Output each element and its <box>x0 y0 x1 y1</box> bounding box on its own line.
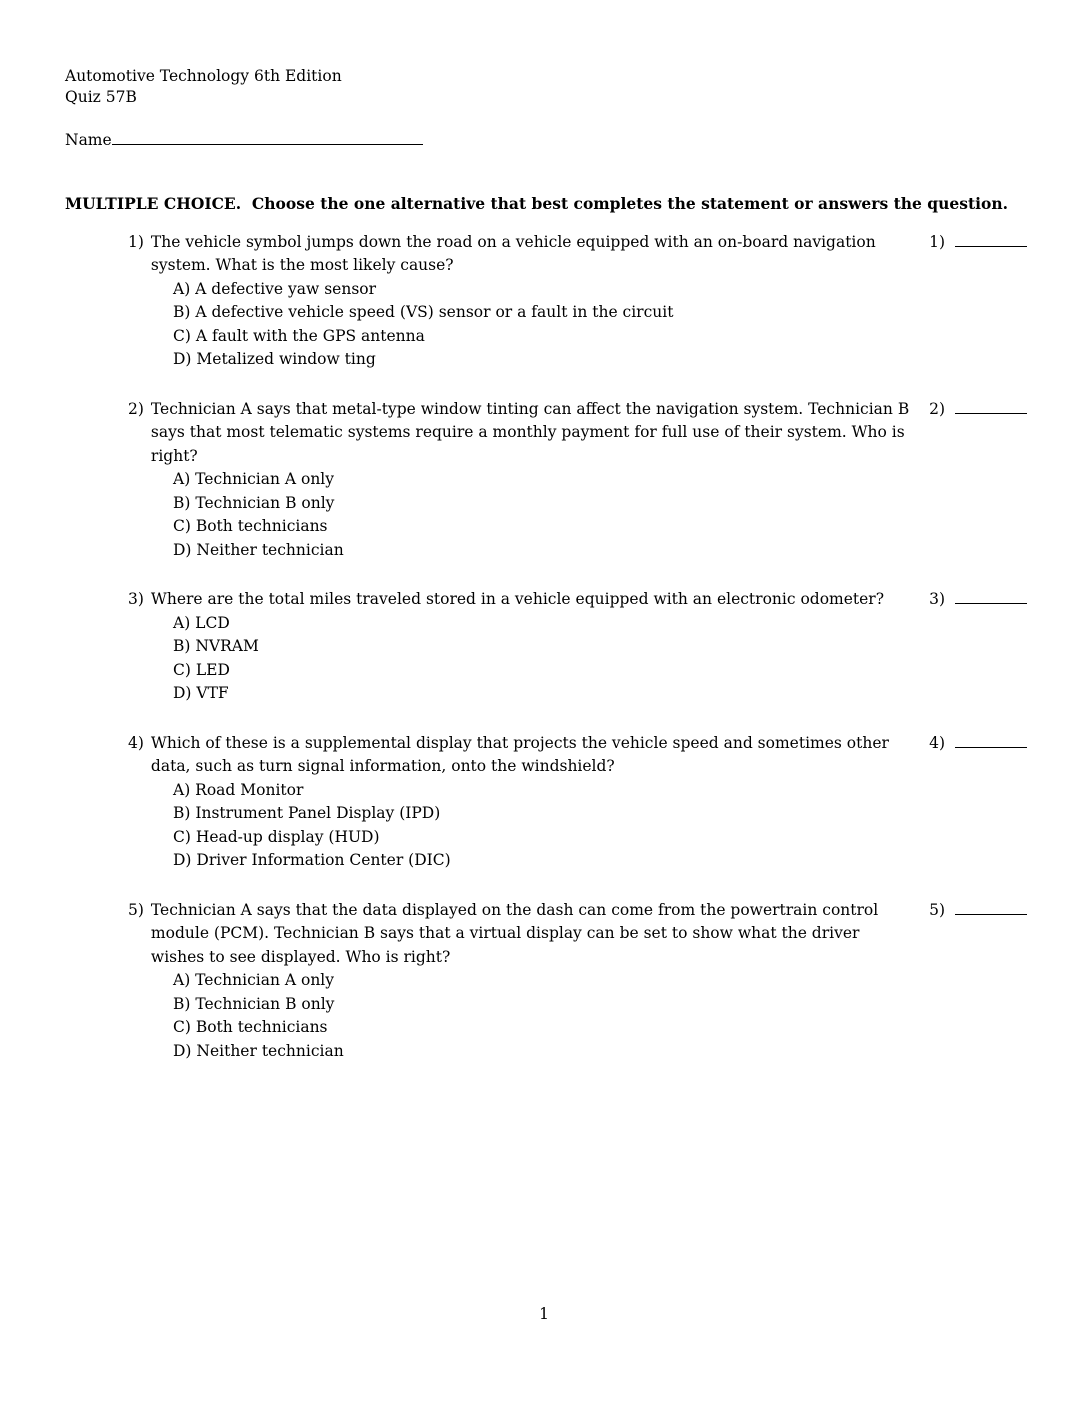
answer-blank-line <box>955 899 1027 915</box>
answer-area <box>929 398 1027 422</box>
document-subtitle: Quiz 57B <box>65 88 137 106</box>
answer-number: 3) <box>929 590 945 608</box>
choice-a: A) Road Monitor <box>173 780 304 799</box>
choice-a: A) LCD <box>173 613 230 632</box>
answer-blank-line <box>955 231 1027 247</box>
instructions-line: MULTIPLE CHOICE. Choose the one alternative that best completes the statement or answers the question. <box>65 194 1009 213</box>
question-number: 4) <box>128 733 144 752</box>
answer-number: 4) <box>929 733 945 752</box>
choice-b: B) NVRAM <box>173 637 259 655</box>
document-title: Automotive Technology 6th Edition <box>65 67 342 85</box>
name-row <box>65 129 1027 149</box>
answer-blank-line <box>955 732 1027 748</box>
question-text: The vehicle symbol jumps down the road on a vehicle equipped with an on-board navigation system. What is the most likely cause? <box>150 232 876 274</box>
question-5 <box>128 899 1027 1064</box>
choice-d: D) Driver Information Center (DIC) <box>173 851 451 869</box>
question-2 <box>128 398 1027 563</box>
choice-a: A) Technician A only <box>173 470 335 488</box>
choice-list <box>173 969 910 1063</box>
question-1 <box>128 231 1027 372</box>
choice-d: D) VTF <box>173 684 229 702</box>
answer-area <box>929 732 1027 756</box>
question-4 <box>128 732 1027 873</box>
answer-blank-line <box>955 398 1027 414</box>
document-header <box>65 66 1027 149</box>
answer-area <box>929 231 1027 255</box>
answer-blank-line <box>955 588 1027 604</box>
choice-list <box>173 468 910 562</box>
choice-a: A) A defective yaw sensor <box>173 279 377 298</box>
choice-list <box>173 779 910 873</box>
choice-c: C) Head-up display (HUD) <box>173 827 380 846</box>
question-list <box>65 231 1027 1064</box>
choice-d: D) Metalized window ting <box>173 350 376 368</box>
name-blank-line <box>112 129 423 145</box>
choice-c: C) LED <box>173 660 230 679</box>
choice-c: C) A fault with the GPS antenna <box>173 326 425 345</box>
choice-d: D) Neither technician <box>173 540 344 559</box>
name-label: Name <box>65 131 112 149</box>
answer-area <box>929 588 1027 612</box>
question-number: 3) <box>128 590 144 608</box>
question-number: 1) <box>128 232 144 251</box>
choice-c: C) Both technicians <box>173 517 328 535</box>
answer-number: 1) <box>929 232 945 251</box>
question-text: Technician A says that the data displayed on the dash can come from the powertrain control module (PCM). Technician B says that a virtual display can be set to show what the driver wishes to see displayed. Who is right? <box>150 900 879 966</box>
page-footer <box>0 1303 1088 1327</box>
choice-b: B) A defective vehicle speed (VS) sensor or a fault in the circuit <box>173 303 674 321</box>
question-number: 2) <box>128 399 144 418</box>
question-3 <box>128 588 1027 706</box>
question-text: Technician A says that metal-type window tinting can affect the navigation system. Technician B says that most telematic systems require a monthly payment for full use of their system. Who is right? <box>150 399 910 465</box>
question-number: 5) <box>128 900 144 919</box>
answer-number: 5) <box>929 900 945 919</box>
choice-c: C) Both technicians <box>173 1018 328 1036</box>
question-text: Where are the total miles traveled stored in a vehicle equipped with an electronic odometer? <box>150 590 885 608</box>
choice-list <box>173 278 910 372</box>
page-number: 1 <box>539 1305 549 1323</box>
answer-number: 2) <box>929 399 945 418</box>
choice-b: B) Instrument Panel Display (IPD) <box>173 804 441 822</box>
choice-list <box>173 612 910 706</box>
choice-a: A) Technician A only <box>173 971 335 989</box>
choice-b: B) Technician B only <box>173 994 335 1013</box>
choice-b: B) Technician B only <box>173 493 335 512</box>
answer-area <box>929 899 1027 923</box>
choice-d: D) Neither technician <box>173 1041 344 1060</box>
question-text: Which of these is a supplemental display that projects the vehicle speed and sometimes other data, such as turn signal information, onto the windshield? <box>150 733 889 775</box>
